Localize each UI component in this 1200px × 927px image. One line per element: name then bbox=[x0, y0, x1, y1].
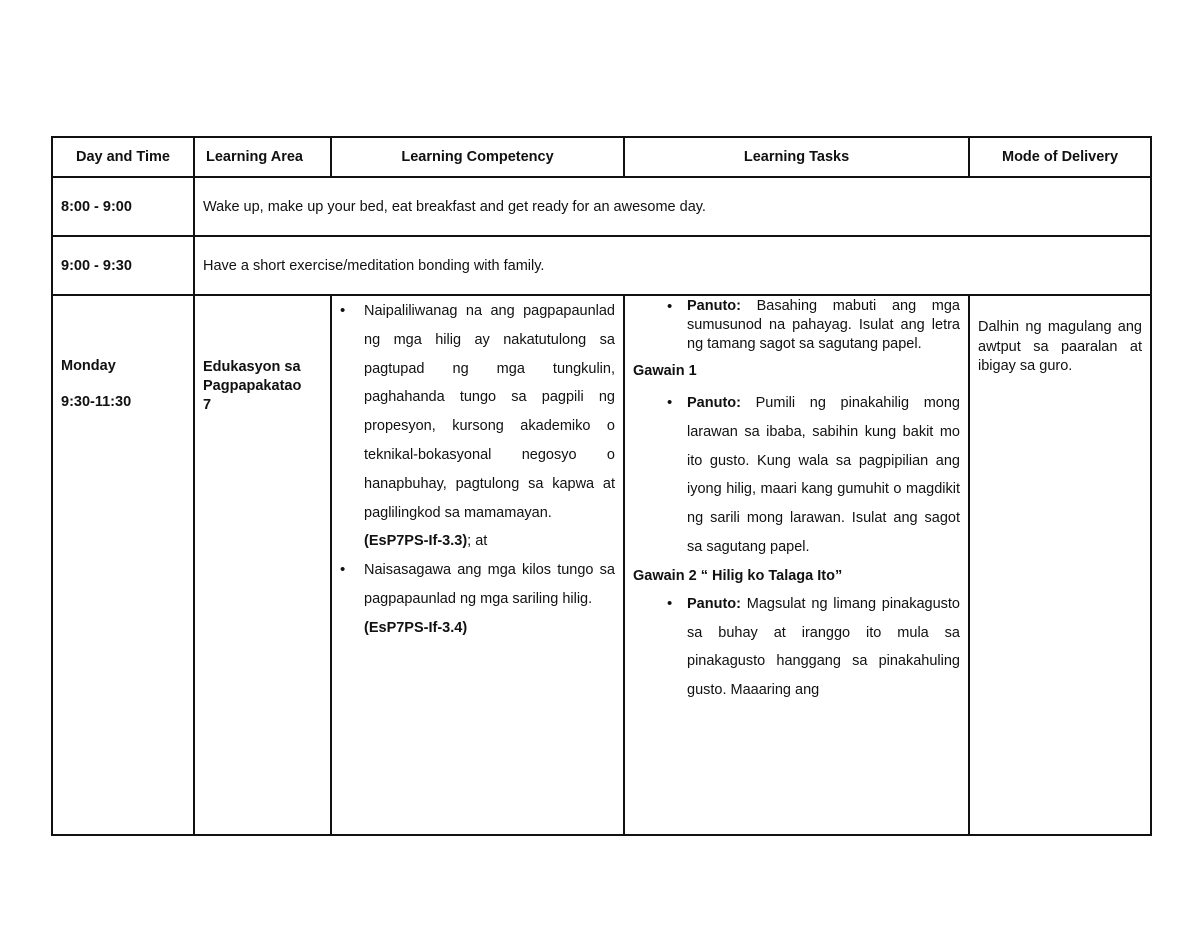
monday-time-cell bbox=[52, 295, 194, 835]
time-range: 9:30-11:30 bbox=[61, 394, 132, 410]
tasks-cell bbox=[624, 295, 969, 835]
header-mode-of-delivery: Mode of Delivery bbox=[969, 137, 1151, 177]
task-item: • Panuto: Magsulat ng limang pinakagusto sa buhay at iranggo ito mula sa pinakagusto hanggang sa pinakahuling gusto. Maaaring ang bbox=[633, 590, 960, 705]
schedule-table bbox=[51, 136, 1152, 836]
header-day-time: Day and Time bbox=[52, 137, 194, 177]
competency-code: (EsP7PS-If-3.4) bbox=[364, 619, 468, 636]
row-activity: Wake up, make up your bed, eat breakfast and get ready for an awesome day. bbox=[194, 177, 1151, 236]
row-time: 8:00 - 9:00 bbox=[52, 177, 194, 236]
header-learning-competency: Learning Competency bbox=[331, 137, 624, 177]
area-line: Edukasyon sa bbox=[203, 359, 301, 375]
row-time: 9:00 - 9:30 bbox=[52, 236, 194, 295]
mode-of-delivery-cell: Dalhin ng magulang ang awtput sa paaralan at ibigay sa guro. bbox=[969, 295, 1151, 835]
competency-item: • Naipaliliwanag na ang pagpapaunlad ng mga hilig ay nakatutulong sa pagtupad ng mga tungkulin, paghahanda tungo sa pagpili ng propesyon, kursong akademiko o teknikal-bokasyonal negosyo o hanapbuhay, pagtulong sa kapwa at paglilingkod sa mamamayan. bbox=[332, 297, 615, 527]
monday-row bbox=[52, 295, 1151, 835]
area-line: Pagpapakatao bbox=[203, 378, 302, 394]
header-row bbox=[52, 137, 1151, 177]
task-item: • Panuto: Basahing mabuti ang mga sumusunod na pahayag. Isulat ang letra ng tamang sagot sa sagutang papel. bbox=[633, 297, 960, 354]
competency-cell bbox=[331, 295, 624, 835]
header-learning-tasks: Learning Tasks bbox=[624, 137, 969, 177]
day-label: Monday bbox=[61, 358, 116, 374]
row-activity: Have a short exercise/meditation bonding with family. bbox=[194, 236, 1151, 295]
gawain-heading: Gawain 2 “ Hilig ko Talaga Ito” bbox=[633, 567, 843, 584]
task-item: • Panuto: Pumili ng pinakahilig mong larawan sa ibaba, sabihin kung bakit mo ito gusto. Kung wala sa pagpipilian ang iyong hilig, maari kang gumuhit o magdikit ng sarili mong larawan. Isulat ang sagot sa sagutang papel. bbox=[633, 389, 960, 562]
table-row bbox=[52, 236, 1151, 295]
table-row bbox=[52, 177, 1151, 236]
learning-area-cell bbox=[194, 295, 331, 835]
competency-item: • Naisasagawa ang mga kilos tungo sa pagpapaunlad ng mga sariling hilig. bbox=[332, 556, 615, 614]
gawain-heading: Gawain 1 bbox=[633, 363, 697, 379]
header-learning-area: Learning Area bbox=[194, 137, 331, 177]
competency-code: (EsP7PS-If-3.3); at bbox=[364, 533, 488, 550]
area-line: 7 bbox=[203, 397, 212, 413]
